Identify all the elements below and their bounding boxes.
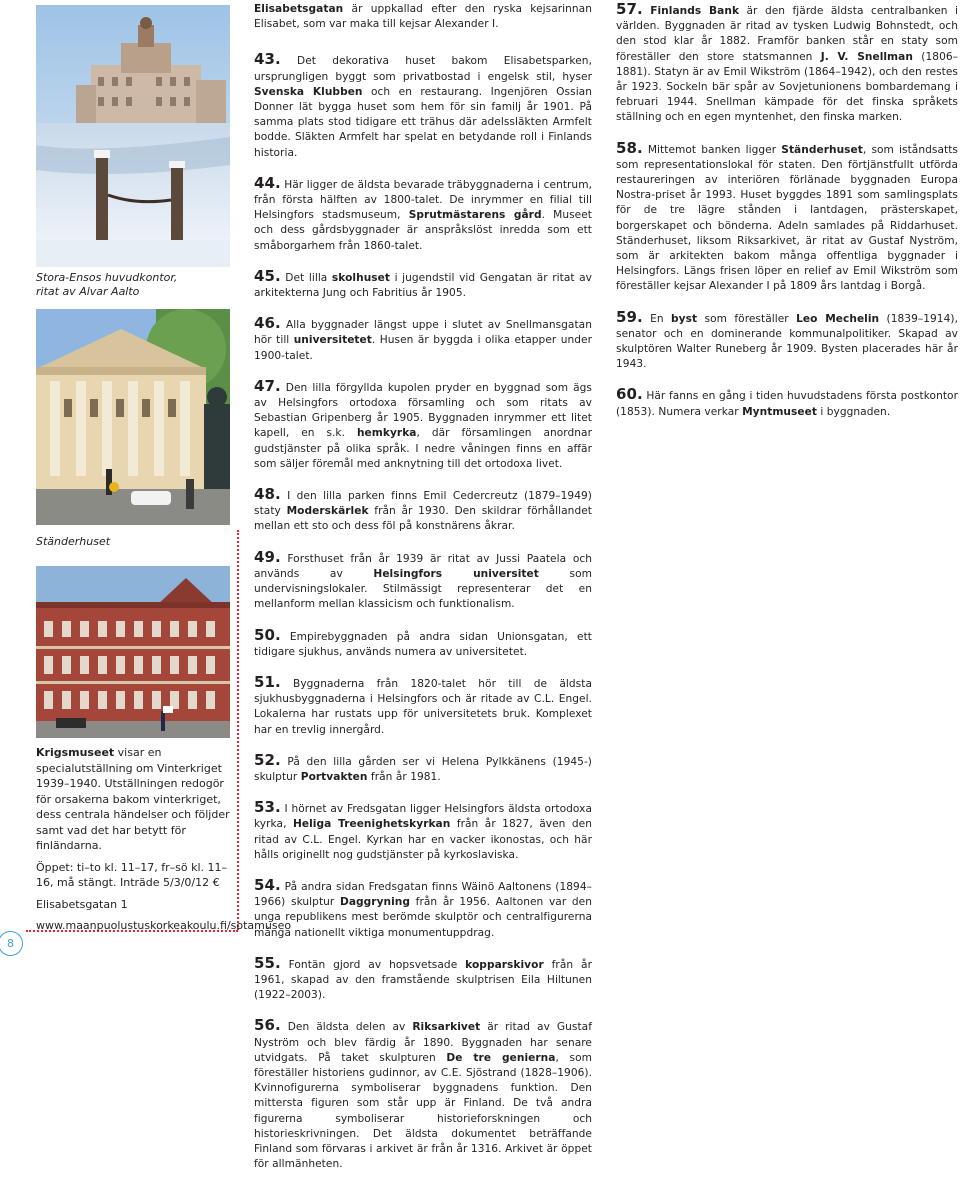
entry-43: 43. Det dekorativa huset bakom Elisabetsparken, ursprungligen byggt som privatbostad i engelsk stil, hyser Svenska Klubben och en restaurang. Ingenjören Ossian Donner lät bygga huset som hem för sin familj år 1901. På samma plats stod tidigare ett trähus där adelssläkten Armfelt bodde. Släkten Armfelt har spelat en betydande roll i Finlands historia. [254,50,592,159]
krigsmuseet-url[interactable]: www.maanpuolustuskorkeakoulu.fi/sotamuseo [36,919,292,932]
entry-45: 45. Det lilla skolhuset i jugendstil vid Gengatan är ritat av arkitekterna Jung och Fabritius år 1905. [254,266,592,300]
text-column-right [616,2,958,435]
entry-59: 59. En byst som föreställer Leo Mechelin (1839–1914), senator och en dominerande kommunalpolitiker. Skapad av skulptören Walter Runeberg år 1909. Bysten placerades här år 1943. [616,307,958,371]
caption-standerhuset: Ständerhuset [36,535,111,548]
krigsmuseet-hours: Öppet: ti–to kl. 11–17, fr–sö kl. 11–16, må stängt. Inträde 5/3/0/12 € [36,860,227,889]
entry-57: 57. Finlands Bank är den fjärde äldsta centralbanken i världen. Byggnaden är ritad av tysken Ludwig Bohnstedt, och den stod klar år 1882. Framför banken står en staty som föreställer den store statsmannen J. V. Snellman (1806–1881). Statyn är av Emil Wikström (1864–1942), och den restes år 1923. Sockeln bär spår av Sovjetunionens bombardemang i februari 1944. Snellman kämpade för det finska språkets ställning och en egen myntenhet, den finska marken. [616,0,958,124]
entry-47: 47. Den lilla förgyllda kupolen pryder en byggnad som ägs av Helsingfors ortodoxa församling och som ritats av Sebastian Gripenberg år 1905. Byggnaden inrymmer ett litet kapell, en s.k. hemkyrka, där församlingen anordnar gudstjänster på olika språk. I nedre våningen finns en affär som säljer föremål med anknytning till det ortodoxa livet. [254,376,592,470]
entry-49: 49. Forsthuset från år 1939 är ritat av Jussi Paatela och används av Helsingfors universitet som undervisningslokaler. Stilmässigt representerar det en mellanform mellan klassicism och funktionalism. [254,547,593,611]
entry-46: 46. Alla byggnader längst uppe i slutet av Snellmansgatan hör till universitetet. Husen är byggda i olika etapper under 1900-talet. [254,314,592,362]
dotted-rule-vertical [237,530,239,930]
krigsmuseet-address: Elisabetsgatan 1 [36,897,128,911]
entry-51: 51. Byggnaderna från 1820-talet hör till de äldsta sjukhusbyggnaderna i Helsingfors och är ritade av C.L. Engel. Lokalerna har rustats upp för universitetets bruk. Komplexet har en trevlig innergård. [254,672,592,736]
photo-stora-enso-winter [36,5,230,267]
entry-58: 58. Mittemot banken ligger Ständerhuset, som iståndsatts som representationslokal för staten. Den förtjänstfullt utförda restaureringen av interiören förlänade byggnaden Europa Nostra-priset år 1993. Huset byggdes 1891 som samlingsplats för de tre lägre stånden i lantdagen, prästerskapet, borgerskapet och bönderna. Adeln samlades på Riddarhuset. Ständerhuset, liksom Riksarkivet, är ritat av Gustaf Nyström, som är arkitekten bakom många offentliga byggnader i Helsingfors. Längs frisen löper en relief av Emil Wikström som föreställer kejsar Alexander I på 1809 års lantdag i Borgå. [616,138,958,293]
caption-stora-enso: Stora-Ensos huvudkontor, ritat av Alvar Aalto [36,271,178,298]
text-column-middle [254,2,592,1187]
entry-44: 44. Här ligger de äldsta bevarade träbyggnaderna i centrum, från första hälften av 1800-talet. De inrymmer en filial till Helsingfors stadsmuseum, Sprutmästarens gård. Museet och dess gårdsbyggnader är anspråkslöst inredda som ett småborgarhem från 1860-talet. [254,173,592,252]
entry-54: 54. På andra sidan Fredsgatan finns Wäinö Aaltonens (1894–1966) skulptur Daggryning från år 1956. Aaltonen var den unga republikens mest berömde skulptör och centralfigurerna många nationellt viktiga monumentuppdrag. [254,875,592,939]
entry-56: 56. Den äldsta delen av Riksarkivet är ritad av Gustaf Nyström och blev färdig år 1890. Byggnaden har senare utvidgats. På taket skulpturen De tre genierna, som föreställer historiens gudinnor, av C.E. Sjöstrand (1828–1906). Kvinnofigurerna symboliserar byggnadens funktion. Den mittersta figuren som står upp är Finland. De två andra figurerna symboliserar historieforskningen och historieskrivningen. Det äldsta dokumentet beträffande Finland som förvaras i arkivet är från år 1316. Arkivet är öppet för allmänheten. [254,1016,592,1171]
krigsmuseet-text: visar en specialutställning om Vinterkriget 1939–1940. Utställningen redogör för orsakerna bakom vinterkriget, dess centrala händelser och följder samt vad det har betytt för finländarna. [36,746,230,852]
entry-52: 52. På den lilla gården ser vi Helena Pylkkänens (1945-) skulptur Portvakten från år 1981. [254,750,592,783]
krigsmuseet-title: Krigsmuseet [36,746,115,759]
page-number: 8 [0,931,23,956]
entry-55: 55. Fontän gjord av hopsvetsade kopparskivor från år 1961, skapad av den framstående skulptrisen Eila Hiltunen (1922–2003). [254,953,592,1002]
intro-elisabetsgatan: Elisabetsgatan är uppkallad efter den ryska kejsarinnan Elisabet, som var maka till kejsar Alexander I. [254,3,592,31]
entry-60: 60. Här fanns en gång i tiden huvudstadens första postkontor (1853). Numera verkar Myntmuseet i byggnaden. [616,385,958,418]
photo-krigsmuseet [36,566,230,738]
entry-48: 48. I den lilla parken finns Emil Cedercreutz (1879–1949) staty Moderskärlek från år 1930. Den skildrar förhållandet mellan ett sto och dess föl på konstnärens åkrar. [254,485,592,533]
entry-50: 50. Empirebyggnaden på andra sidan Unionsgatan, ett tidigare sjukhus, används numera av universitetet. [254,625,592,658]
entry-53: 53. I hörnet av Fredsgatan ligger Helsingfors äldsta ortodoxa kyrka, Heliga Treenighetskyrkan från år 1827, även den ritad av C.L. Engel. Kyrkan har en vacker ikonostas, och här hålls originellt nog gudstjänster på kyrkoslaviska. [254,798,592,861]
photo-standerhuset [36,309,230,525]
krigsmuseet-info-box [36,745,292,934]
